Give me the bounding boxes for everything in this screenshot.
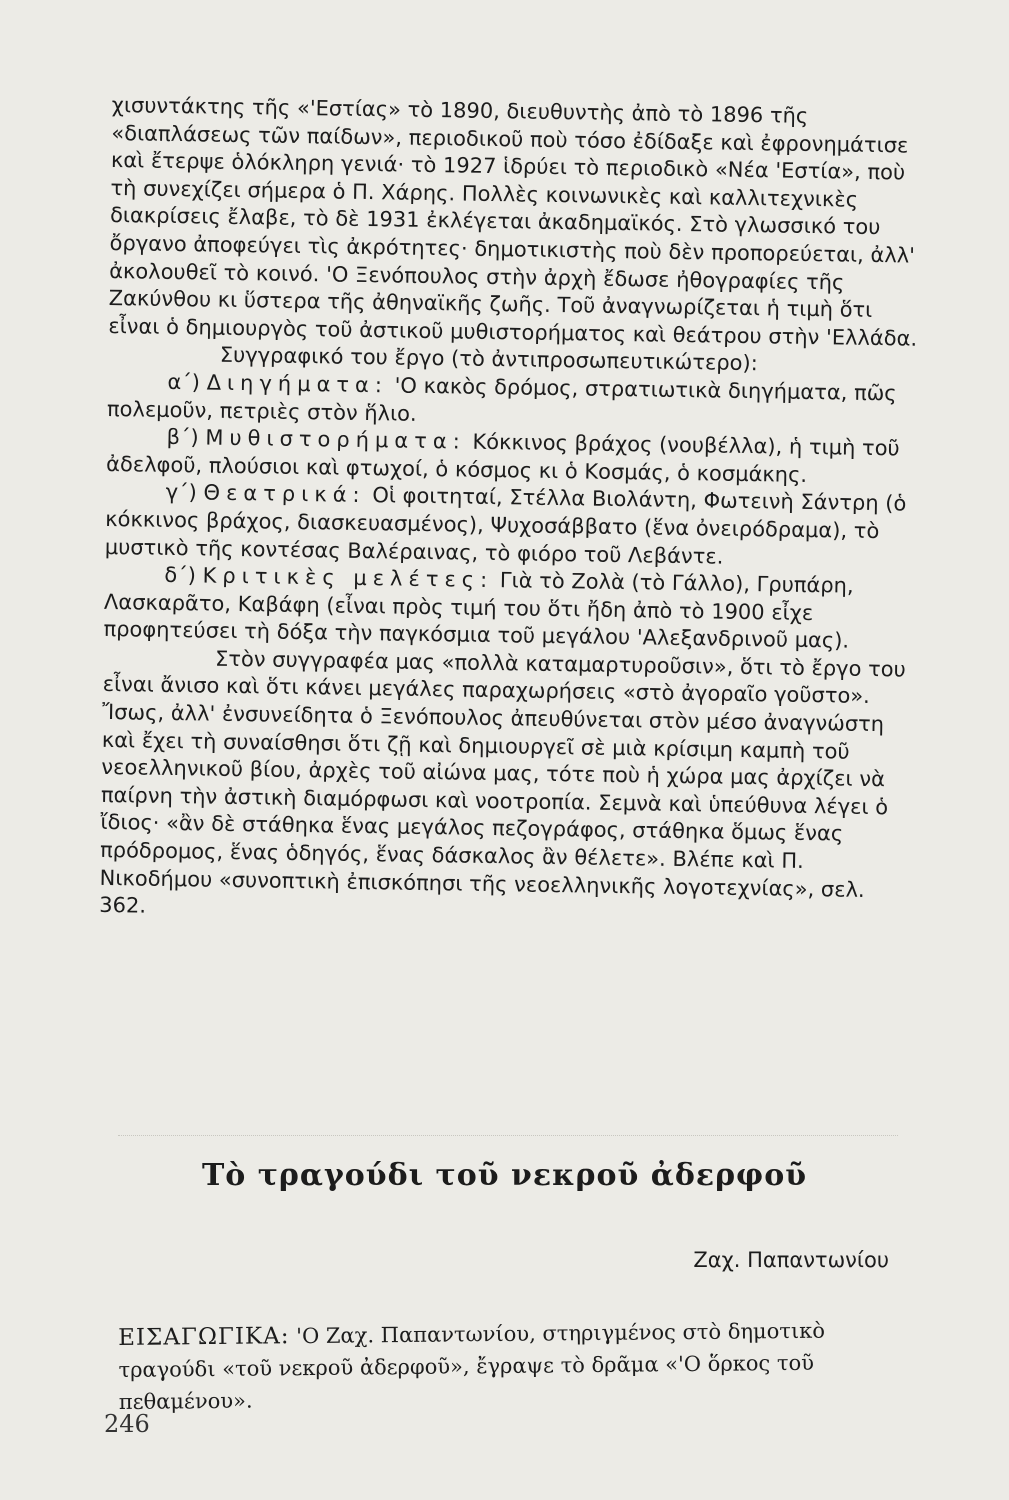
item-label: Διηγήματα:: [206, 370, 389, 398]
item-label: Θεατρικά:: [203, 480, 366, 508]
intro-paragraph: [118, 1314, 909, 1418]
item-text: Οἱ φοιτηταί, Στέλλα Βιολάντη, Φωτεινὴ Σάντρη (ὁ κόκκινος βράχος, διασκευασμένος), Ψυχοσάββατο (ἕνα ὀνειρόδραμα), τὸ μυστικὸ τῆς κοντέσας Βαλέραινας, τὸ φιόρο τοῦ Λεβάντε.: [104, 483, 907, 569]
page-number: 246: [104, 1410, 150, 1438]
intro-text: 'Ο Ζαχ. Παπαντωνίου, στηριγμένος στὸ δημοτικὸ τραγούδι «τοῦ νεκροῦ ἀδερφοῦ», ἔγραψε τὸ δρᾶμα «'Ο ὅρκος τοῦ πεθαμένου».: [118, 1318, 826, 1414]
section-divider: [118, 1135, 898, 1136]
biography-section: [99, 92, 924, 932]
intro-label: ΕΙΣΑΓΩΓΙΚΑ:: [118, 1323, 290, 1351]
item-label: Κριτικὲς μελέτες:: [202, 563, 494, 593]
item-text: Κόκκινος βράχος (νουβέλλα), ἡ τιμὴ τοῦ ἀδελφοῦ, πλούσιοι καὶ φτωχοί, ὁ κόσμος κι ὁ Κοσμάς, ὁ κοσμάκης.: [105, 429, 900, 487]
works-item-criticism: [103, 561, 916, 657]
item-text: Γιὰ τὸ Ζολὰ (τὸ Γάλλο), Γρυπάρη, Λασκαρᾶτο, Καβάφη (εἶναι πρὸς τιμή του ὅτι ἤδη ἀπὸ τὸ 1900 εἶχε προφητεύσει τὴ δόξα τὴν παγκόσμια τοῦ μεγάλου 'Αλεξανδρινοῦ μας).: [103, 568, 854, 653]
bio-paragraph-1: χισυντάκτης τῆς «'Εστίας» τὸ 1890, διευθυντὴς ἀπὸ τὸ 1896 τῆς «διαπλάσεως τῶν παίδων», περιοδικοῦ ποὺ τόσο ἐδίδαξε καὶ ἐφρονημάτισε καὶ ἔτερψε ὁλόκληρη γενιά· τὸ 1927 ἱδρύει τὸ περιοδικὸ «Νέα 'Εστία», ποὺ τὴ συνεχίζει σήμερα ὁ Π. Χάρης. Πολλὲς κοινωνικὲς καὶ καλλιτεχνικὲς διακρίσεις ἔλαβε, τὸ δὲ 1931 ἐκλέγεται ἀκαδημαϊκός. Στὸ γλωσσικό του ὄργανο ἀποφεύγει τὶς ἀκρότητες· δημοτικιστὴς ποὺ δὲν προπορεύεται, ἀλλ' ἀκολουθεῖ τὸ κοινό. 'Ο Ξενόπουλος στὴν ἀρχὴ ἔδωσε ἠθογραφίες τῆς Ζακύνθου κι ὕστερα τῆς ἀθηναϊκῆς ζωῆς. Τοῦ ἀναγνωρίζεται ἡ τιμὴ ὅτι εἶναι ὁ δημιουργὸς τοῦ ἀστικοῦ μυθιστορήματος καὶ θεάτρου στὴν 'Ελλάδα.: [108, 92, 918, 351]
item-text: 'Ο κακὸς δρόμος, στρατιωτικὰ διηγήματα, πῶς πολεμοῦν, πετριὲς στὸν ἥλιο.: [106, 373, 897, 426]
item-marker: δ΄): [164, 562, 197, 588]
works-heading: Συγγραφικό του ἔργο (τὸ ἀντιπροσωπευτικώτερο):: [219, 343, 758, 376]
section-author: Ζαχ. Παπαντωνίου: [693, 1248, 889, 1272]
item-marker: γ΄): [165, 480, 198, 505]
works-item-theatre: [105, 478, 918, 574]
bio-paragraph-2: Στὸν συγγραφέα μας «πολλὰ καταμαρτυροῦσιν», ὅτι τὸ ἔργο του εἶναι ἄνισο καὶ ὅτι κάνει μεγάλες παραχωρήσεις «στὸ ἀγοραῖο γοῦστο». Ἴσως, ἀλλ' ἐνσυνείδητα ὁ Ξενόπουλος ἀπευθύνεται στὸν μέσο ἀναγνώστη καὶ ἔχει τὴ συναίσθησι ὅτι ζῇ καὶ δημιουργεῖ σὲ μιὰ κρίσιμη καμπὴ τοῦ νεοελληνικοῦ βίου, ἀρχὲς τοῦ αἰώνα μας, τότε ποὺ ἡ χώρα μας ἀρχίζει νὰ παίρνη τὴν ἀστικὴ διαμόρφωσι καὶ νοοτροπία. Σεμνὰ καὶ ὑπεύθυνα λέγει ὁ ἴδιος· «ἂν δὲ στάθηκα ἕνας μεγάλος πεζογράφος, στάθηκα ὅμως ἕνας πρόδρομος, ἕνας ὁδηγός, ἕνας δάσκαλος ἂν θέλετε». Βλέπε καὶ Π. Νικοδήμου «συνοπτικὴ ἐπισκόπησι τῆς νεοελληνικῆς λογοτεχνίας», σελ. 362.: [99, 646, 906, 918]
section-title: Τὸ τραγούδι τοῦ νεκροῦ ἀδερφοῦ: [201, 1158, 808, 1193]
item-marker: β΄): [166, 425, 199, 450]
item-marker: α΄): [167, 369, 201, 395]
item-label: Μυθιστορήματα:: [205, 425, 466, 454]
